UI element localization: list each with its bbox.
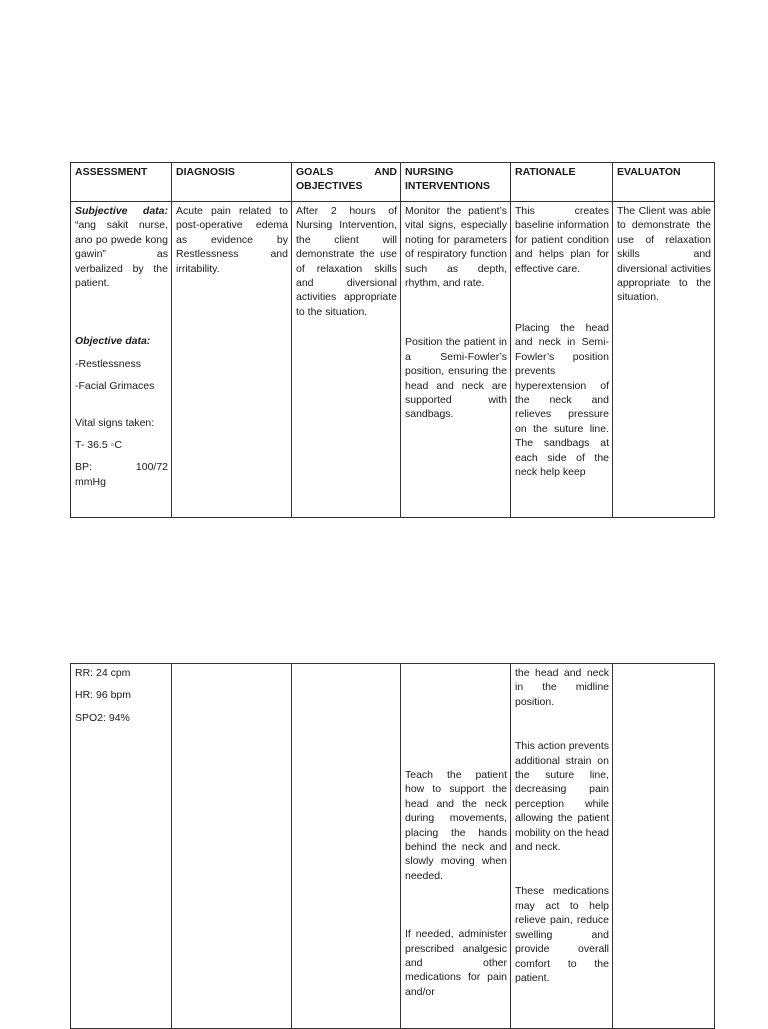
rationale-item: the head and neck in the midline position. — [515, 667, 609, 708]
rationale-item: Placing the head and neck in Semi-Fowler’s position prevents hyperextension of the neck and relieves pressure on the suture line. The sandbags at each side of the neck help keep — [515, 322, 609, 479]
objective-label: Objective data: — [75, 335, 151, 348]
objective-item: -Facial Grimaces — [75, 380, 155, 393]
vital-heart-rate: HR: 96 bpm — [75, 689, 132, 702]
header-interventions: NURSING INTERVENTIONS — [401, 163, 511, 202]
header-evaluation: EVALUATON — [613, 163, 715, 202]
table-row — [71, 664, 715, 1029]
header-assessment: ASSESSMENT — [71, 163, 172, 202]
header-diagnosis: DIAGNOSIS — [172, 163, 292, 202]
rationale-cell — [511, 202, 613, 518]
intervention-item: Monitor the patient’s vital signs, especially noting for parameters of respiratory function such as depth, rhythm, and rate. — [405, 205, 507, 290]
subjective-text: “ang sakit nurse, ano po pwede kong gawin” as verbalized by the patient. — [75, 219, 168, 290]
diagnosis-cell — [172, 664, 292, 1029]
subjective-label: Subjective data: — [75, 205, 168, 217]
rationale-item: These medications may act to help relieve pain, reduce swelling and provide overall comfort to the patient. — [515, 885, 609, 984]
interventions-cell — [401, 664, 511, 1029]
goals-cell: After 2 hours of Nursing Intervention, the client will demonstrate the use of relaxation skills and diversional activities appropriate to the situation. — [292, 202, 401, 518]
rationale-cell — [511, 664, 613, 1029]
vital-oxygen-saturation: SPO2: 94% — [75, 711, 130, 724]
rationale-item: This action prevents additional strain on the suture line, decreasing pain perception while allowing the patient mobility on the head and neck. — [515, 740, 609, 854]
header-rationale: RATIONALE — [511, 163, 613, 202]
intervention-item: Teach the patient how to support the head and the neck during movements, placing the hands behind the neck and slowly moving when needed. — [405, 769, 507, 882]
vital-temperature: T- 36.5 ◦C — [75, 439, 122, 452]
intervention-item: Position the patient in a Semi-Fowler’s position, ensuring the head and neck are supported with sandbags. — [405, 336, 507, 421]
rationale-item: This creates baseline information for patient condition and helps plan for effective care. — [515, 205, 609, 275]
interventions-cell — [401, 202, 511, 518]
vital-blood-pressure: BP: 100/72 mmHg — [75, 461, 171, 488]
header-goals: GOALS AND OBJECTIVES — [292, 163, 401, 202]
intervention-item: If needed, administer prescribed analgesic and other medications for pain and/or — [405, 928, 507, 998]
nursing-care-plan-table — [70, 162, 715, 518]
evaluation-cell — [613, 664, 715, 1029]
assessment-cell — [71, 664, 172, 1029]
objective-item: -Restlessness — [75, 357, 141, 370]
nursing-care-plan-table-continued — [70, 663, 715, 1029]
table-row — [71, 202, 715, 518]
evaluation-cell: The Client was able to demonstrate the use of relaxation skills and diversional activities appropriate to the situation. — [613, 202, 715, 518]
diagnosis-cell: Acute pain related to post-operative edema as evidence by Restlessness and irritability. — [172, 202, 292, 518]
assessment-cell — [71, 202, 172, 518]
vital-respiratory-rate: RR: 24 cpm — [75, 667, 131, 679]
goals-cell — [292, 664, 401, 1029]
table-header-row — [71, 163, 715, 202]
vitals-label: Vital signs taken: — [75, 416, 155, 429]
subjective-data — [75, 204, 168, 290]
